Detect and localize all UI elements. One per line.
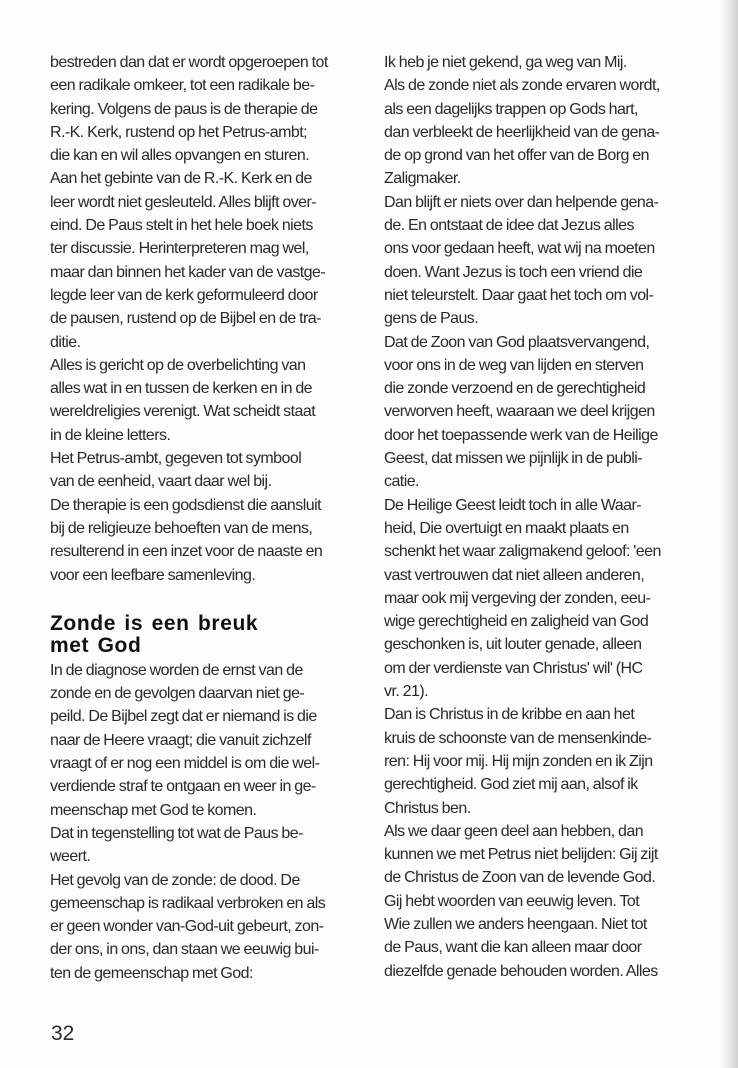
- text-line: ten de gemeenschap met God:: [50, 964, 253, 982]
- right-column: [384, 51, 714, 983]
- text-line: gens de Paus.: [384, 310, 479, 328]
- text-line: schenkt het waar zaligmakend geloof: 'een: [384, 543, 661, 561]
- text-line: voor een leefbare samenleving.: [50, 566, 256, 584]
- text-line: van de eenheid, vaart daar wel bij.: [50, 473, 272, 491]
- text-line: dan verbleekt de heerlijkheid van de gena-: [384, 123, 660, 141]
- text-line: in de kleine letters.: [50, 426, 171, 444]
- text-line: bestreden dan dat er wordt opgeroepen tot: [50, 54, 328, 71]
- text-line: gemeenschap is radikaal verbroken en als: [50, 894, 326, 912]
- text-line: kering. Volgens de paus is de therapie de: [50, 100, 318, 118]
- text-line: vr. 21).: [384, 683, 429, 701]
- text-line: meenschap met God te komen.: [50, 801, 257, 819]
- paragraph: [50, 354, 370, 447]
- text-line: Geest, dat missen we pijnlijk in de publi-: [384, 450, 642, 468]
- text-line: maar ook mij vergeving der zonden, eeu-: [384, 589, 651, 607]
- paragraph: [384, 494, 714, 704]
- text-line: resulterend in een inzet voor de naaste en: [50, 543, 323, 561]
- page-number: 32: [51, 1022, 75, 1045]
- text-line: verdiende straf te ontgaan en weer in ge-: [50, 778, 316, 796]
- text-line: Alles is gericht op de overbelichting van: [50, 356, 306, 374]
- text-line: Zaligmaker.: [384, 170, 461, 188]
- text-line: als een dagelijks trappen op Gods hart,: [384, 100, 638, 118]
- text-line: In de diagnose worden de ernst van de: [50, 661, 303, 679]
- paragraph: [50, 822, 370, 869]
- paragraph: [384, 51, 714, 74]
- text-line: ter discussie. Herinterpreteren mag wel,: [50, 240, 309, 258]
- left-column: [50, 51, 370, 985]
- text-line: door het toepassende werk van de Heilige: [384, 426, 658, 444]
- text-line: de Christus de Zoon van de levende God.: [384, 869, 656, 887]
- text-line: die zonde verzoend en de gerechtigheid: [384, 380, 646, 398]
- text-line: Dan blijft er niets over dan helpende gena-: [384, 193, 659, 211]
- text-line: De Heilige Geest leidt toch in alle Waar-: [384, 496, 642, 514]
- paragraph: [384, 703, 714, 819]
- paragraph: [384, 74, 714, 190]
- text-line: Het Petrus-ambt, gegeven tot symbool: [50, 450, 302, 468]
- text-line: Wie zullen we anders heengaan. Niet tot: [384, 915, 647, 933]
- text-line: die kan en wil alles opvangen en sturen.: [50, 147, 310, 165]
- text-line: der ons, in ons, dan staan we eeuwig bui-: [50, 941, 319, 959]
- paragraph: [50, 869, 370, 985]
- text-line: catie.: [384, 473, 419, 491]
- text-line: diezelfde genade behouden worden. Alles: [384, 962, 658, 980]
- paragraph: [384, 331, 714, 494]
- heading-line: met God: [50, 633, 142, 657]
- text-line: alles wat in en tussen de kerken en in de: [50, 380, 313, 398]
- heading-line: Zonde is een breuk: [50, 611, 259, 635]
- text-line: De therapie is een godsdienst die aansluit: [50, 496, 321, 514]
- text-line: eind. De Paus stelt in het hele boek niets: [50, 217, 313, 235]
- paragraph: [384, 191, 714, 331]
- text-line: Als de zonde niet als zonde ervaren wordt,: [384, 77, 660, 95]
- text-line: ren: Hij voor mij. Hij mijn zonden en ik Zijn: [384, 752, 653, 770]
- text-line: geschonken is, uit louter genade, alleen: [384, 636, 642, 654]
- text-line: peild. De Bijbel zegt dat er niemand is die: [50, 708, 317, 726]
- text-line: kunnen we met Petrus niet belijden: Gij zijt: [384, 846, 658, 864]
- text-line: kruis de schoonste van de mensenkinde-: [384, 729, 652, 747]
- paragraph: [50, 51, 370, 354]
- page-binding-shadow: [720, 0, 738, 1068]
- text-line: vast vertrouwen dat niet alleen anderen,: [384, 566, 645, 584]
- text-line: er geen wonder van-God-uit gebeurt, zon-: [50, 918, 324, 936]
- text-line: naar de Heere vraagt; die vanuit zichzelf: [50, 731, 311, 749]
- text-line: zonde en de gevolgen daarvan niet ge-: [50, 685, 305, 703]
- text-line: voor ons in de weg van lijden en sterven: [384, 356, 644, 374]
- text-line: ditie.: [50, 333, 81, 351]
- text-line: Dat de Zoon van God plaatsvervangend,: [384, 333, 650, 351]
- paragraph: [50, 659, 370, 822]
- text-line: vraagt of er nog een middel is om die wel-: [50, 755, 320, 773]
- text-line: Ik heb je niet gekend, ga weg van Mij.: [384, 54, 627, 71]
- text-line: bij de religieuze behoeften van de mens,: [50, 519, 313, 537]
- text-line: gerechtigheid. God ziet mij aan, alsof ik: [384, 776, 638, 794]
- text-line: weert.: [50, 848, 91, 866]
- text-line: wige gerechtigheid en zaligheid van God: [384, 613, 649, 631]
- text-line: legde leer van de kerk geformuleerd door: [50, 286, 318, 304]
- text-line: Aan het gebinte van de R.-K. Kerk en de: [50, 170, 312, 188]
- text-line: de Paus, want die kan alleen maar door: [384, 939, 642, 957]
- text-line: de op grond van het offer van de Borg en: [384, 147, 649, 165]
- text-line: Christus ben.: [384, 799, 471, 817]
- text-line: Het gevolg van de zonde: de dood. De: [50, 871, 300, 889]
- text-line: Dat in tegenstelling tot wat de Paus be-: [50, 824, 303, 842]
- text-line: maar dan binnen het kader van de vastge-: [50, 263, 326, 281]
- text-line: Als we daar geen deel aan hebben, dan: [384, 822, 644, 840]
- text-line: niet teleurstelt. Daar gaat het toch om vol-: [384, 286, 654, 304]
- text-line: Dan is Christus in de kribbe en aan het: [384, 706, 635, 724]
- text-line: om der verdienste van Christus' wil' (HC: [384, 659, 643, 677]
- text-line: doen. Want Jezus is toch een vriend die: [384, 263, 643, 281]
- paragraph: [50, 447, 370, 494]
- text-line: R.-K. Kerk, rustend op het Petrus-ambt;: [50, 123, 308, 141]
- paragraph: [384, 820, 714, 983]
- text-line: een radikale omkeer, tot een radikale be-: [50, 77, 315, 95]
- section-heading: [50, 613, 370, 657]
- text-line: ons voor gedaan heeft, wat wij na moeten: [384, 240, 655, 258]
- text-line: verworven heeft, waaraan we deel krijgen: [384, 403, 655, 421]
- text-line: leer wordt niet gesleuteld. Alles blijft over-: [50, 193, 317, 211]
- text-line: de pausen, rustend op de Bijbel en de tra-: [50, 310, 321, 328]
- text-line: Gij hebt woorden van eeuwig leven. Tot: [384, 892, 640, 910]
- text-line: de. En ontstaat de idee dat Jezus alles: [384, 217, 634, 235]
- text-line: heid, Die overtuigt en maakt plaats en: [384, 519, 629, 537]
- paragraph: [50, 494, 370, 587]
- text-line: wereldreligies verenigt. Wat scheidt staat: [50, 403, 316, 421]
